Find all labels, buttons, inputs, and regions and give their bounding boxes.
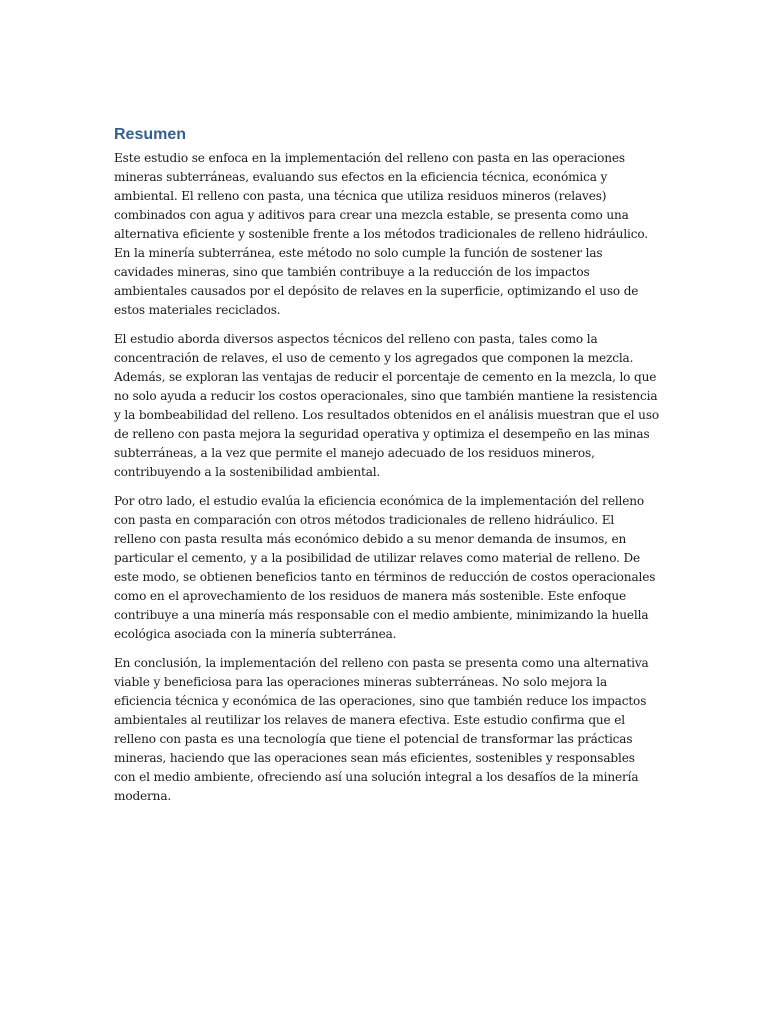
paragraph-4: En conclusión, la implementación del relleno con pasta se presenta como una alternativa viable y beneficiosa para las operaciones mineras subterráneas. No solo mejora la eficiencia técnica y económica de las operaciones, sino que también reduce los impactos ambientales al reutilizar los relaves de manera efectiva. Este estudio confirma que el relleno con pasta es una tecnología que tiene el potencial de transformar las prácticas mineras, haciendo que las operaciones sean más eficientes, sostenibles y responsables con el medio ambiente, ofreciendo así una solución integral a los desafíos de la minería moderna. (114, 656, 649, 803)
paragraph-2: El estudio aborda diversos aspectos técnicos del relleno con pasta, tales como la concentración de relaves, el uso de cemento y los agregados que componen la mezcla. Además, se exploran las ventajas de reducir el porcentaje de cemento en la mezcla, lo que no solo ayuda a reducir los costos operacionales, sino que también mantiene la resistencia y la bombeabilidad del relleno. Los resultados obtenidos en el análisis muestran que el uso de relleno con pasta mejora la seguridad operativa y optimiza el desempeño en las minas subterráneas, a la vez que permite el manejo adecuado de los residuos mineros, contribuyendo a la sostenibilidad ambiental. (114, 332, 660, 479)
paragraph-3: Por otro lado, el estudio evalúa la eficiencia económica de la implementación del relleno con pasta en comparación con otros métodos tradicionales de relleno hidráulico. El relleno con pasta resulta más económico debido a su menor demanda de insumos, en particular el cemento, y a la posibilidad de utilizar relaves como material de relleno. De este modo, se obtienen beneficios tanto en términos de reducción de costos operacionales como en el aprovechamiento de los residuos de manera más sostenible. Este enfoque contribuye a una minería más responsable con el medio ambiente, minimizando la huella ecológica asociada con la minería subterránea. (114, 494, 656, 641)
section-heading: Resumen (114, 126, 187, 143)
document-page (114, 124, 659, 816)
paragraph-1: Este estudio se enfoca en la implementación del relleno con pasta en las operaciones mineras subterráneas, evaluando sus efectos en la eficiencia técnica, económica y ambiental. El relleno con pasta, una técnica que utiliza residuos mineros (relaves) combinados con agua y aditivos para crear una mezcla estable, se presenta como una alternativa eficiente y sostenible frente a los métodos tradicionales de relleno hidráulico. En la minería subterránea, este método no solo cumple la función de sostener las cavidades mineras, sino que también contribuye a la reducción de los impactos ambientales causados por el depósito de relaves en la superficie, optimizando el uso de estos materiales reciclados. (114, 151, 648, 317)
